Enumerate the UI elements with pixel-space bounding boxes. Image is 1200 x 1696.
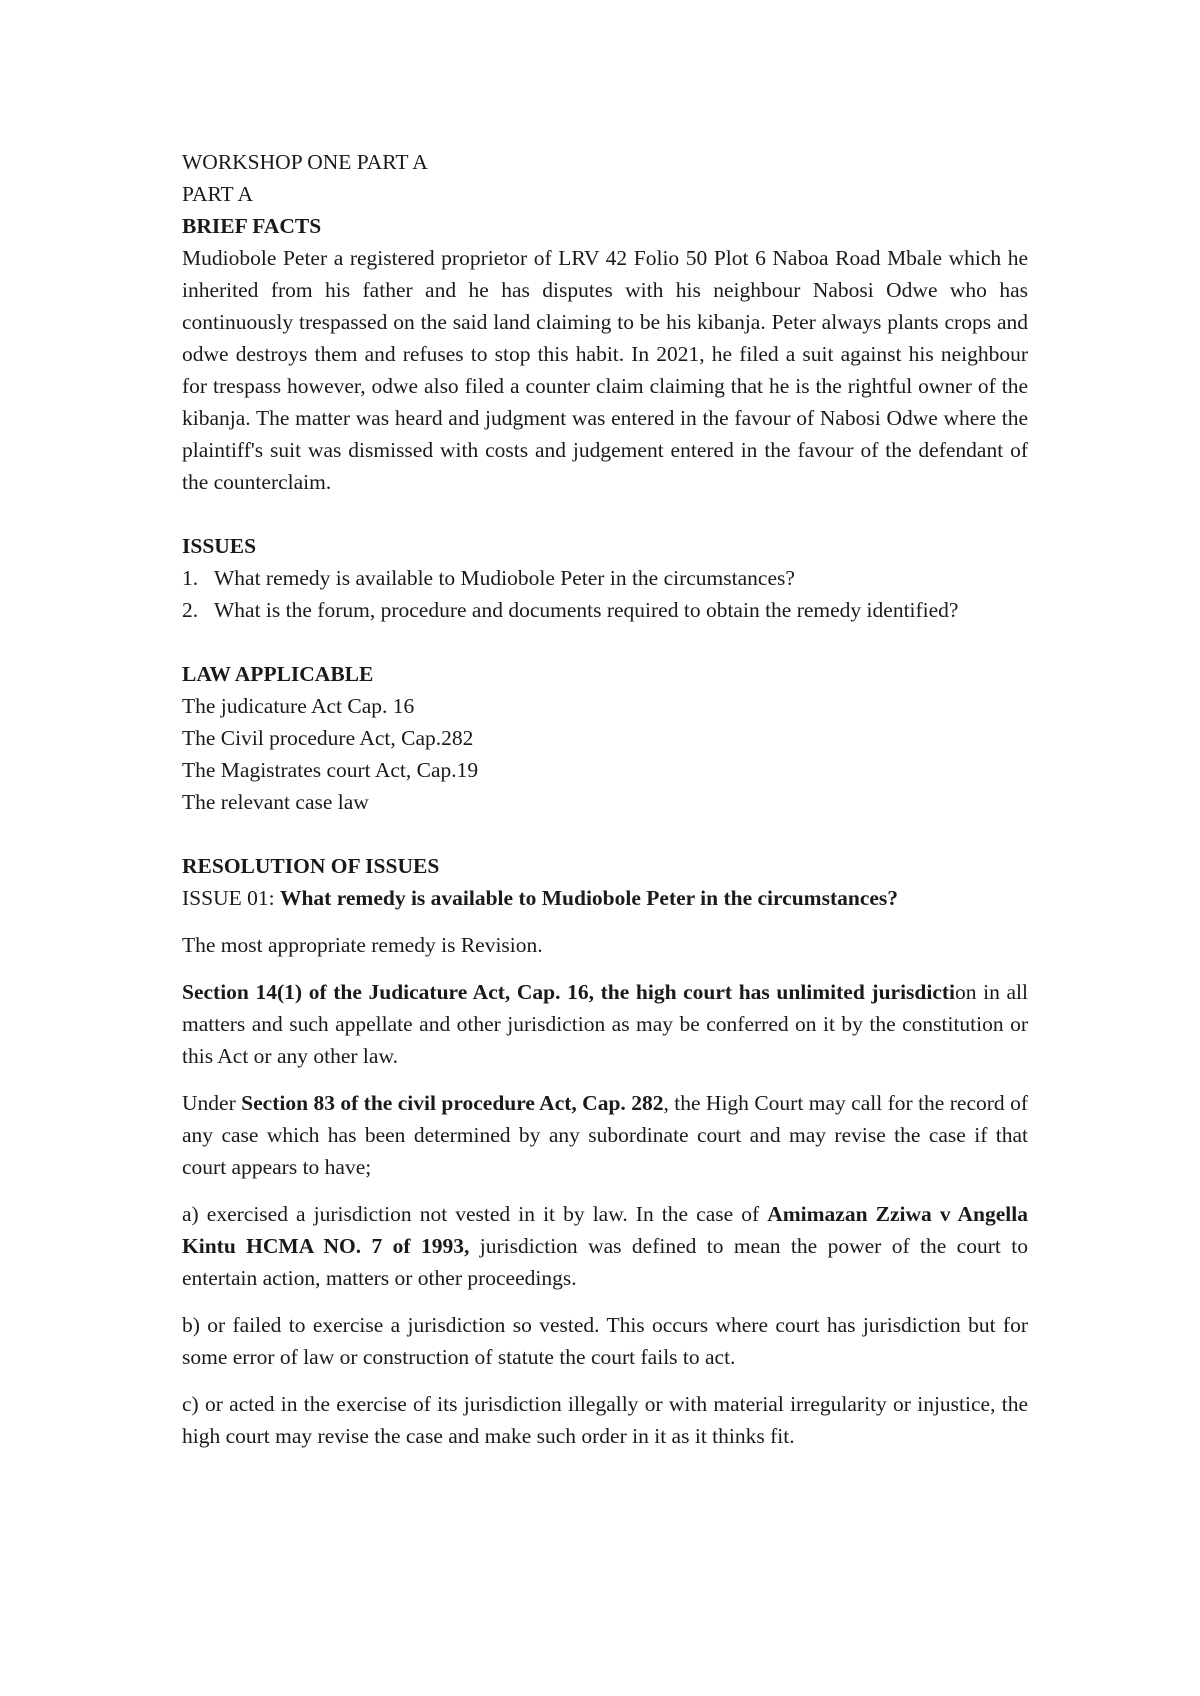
issue-text: What remedy is available to Mudiobole Peter in the circumstances? — [214, 566, 795, 590]
law-item: The judicature Act Cap. 16 — [182, 694, 415, 718]
cpa-prefix: Under — [182, 1091, 242, 1115]
law-item: The relevant case law — [182, 790, 369, 814]
issue-item — [182, 594, 1028, 626]
brief-facts-heading: BRIEF FACTS — [182, 214, 322, 238]
ground-b-paragraph: b) or failed to exercise a jurisdiction so vested. This occurs where court has jurisdiction but for some error of law or construction of statute the court fails to act. — [182, 1313, 1028, 1369]
cpa-citation: Section 83 of the civil procedure Act, Cap. 282 — [241, 1091, 664, 1115]
document-page — [182, 146, 1028, 1467]
ground-a-paragraph — [182, 1198, 1028, 1294]
cpa-text: , the High Court may call for the record of any case which has been determined by any subordinate court and may revise the case if that court appears to have; — [182, 1091, 1028, 1179]
brief-facts-text: Mudiobole Peter a registered proprietor of LRV 42 Folio 50 Plot 6 Naboa Road Mbale which he inherited from his father and he has disputes with his neighbour Nabosi Odwe who has continuously trespassed on the said land claiming to be his kibanja. Peter always plants crops and odwe destroys them and refuses to stop this habit. In 2021, he filed a suit against his neighbour for trespass however, odwe also filed a counter claim claiming that he is the rightful owner of the kibanja. The matter was heard and judgment was entered in the favour of Nabosi Odwe where the plaintiff's suit was dismissed with costs and judgement entered in the favour of the defendant of the counterclaim. — [182, 246, 1028, 494]
spacer — [182, 626, 1028, 658]
law-item: The Civil procedure Act, Cap.282 — [182, 726, 474, 750]
judicature-paragraph — [182, 976, 1028, 1072]
cpa-paragraph — [182, 1087, 1028, 1183]
judicature-text: on in all matters and such appellate and other jurisdiction as may be conferred on it by the constitution or this Act or any other law. — [182, 980, 1028, 1068]
issue-number: 2. — [182, 598, 199, 622]
issue-item — [182, 562, 1028, 594]
issues-heading: ISSUES — [182, 534, 257, 558]
law-applicable-heading: LAW APPLICABLE — [182, 662, 374, 686]
document-title: WORKSHOP ONE PART A — [182, 150, 428, 174]
document-subtitle: PART A — [182, 182, 254, 206]
issue-one-question: What remedy is available to Mudiobole Peter in the circumstances? — [279, 886, 899, 910]
ground-a-text: jurisdiction was defined to mean the power of the court to entertain action, matters or other proceedings. — [182, 1234, 1028, 1290]
issue-number: 1. — [182, 566, 199, 590]
law-item: The Magistrates court Act, Cap.19 — [182, 758, 479, 782]
case-citation: Amimazan Zziwa v Angella Kintu HCMA NO. 7 of 1993, — [182, 1202, 1028, 1258]
issue-one-label: ISSUE 01: — [182, 886, 280, 910]
issue-text: What is the forum, procedure and documents required to obtain the remedy identified? — [214, 598, 959, 622]
spacer — [182, 498, 1028, 530]
judicature-citation: Section 14(1) of the Judicature Act, Cap. 16, the high court has unlimited jurisdicti — [182, 980, 956, 1004]
ground-a-prefix: a) exercised a jurisdiction not vested in it by law. In the case of — [182, 1202, 768, 1226]
spacer — [182, 818, 1028, 850]
ground-c-paragraph: c) or acted in the exercise of its jurisdiction illegally or with material irregularity or injustice, the high court may revise the case and make such order in it as it thinks fit. — [182, 1392, 1028, 1448]
issue-one-line — [182, 882, 1028, 914]
remedy-statement: The most appropriate remedy is Revision. — [182, 933, 543, 957]
resolution-heading: RESOLUTION OF ISSUES — [182, 854, 440, 878]
